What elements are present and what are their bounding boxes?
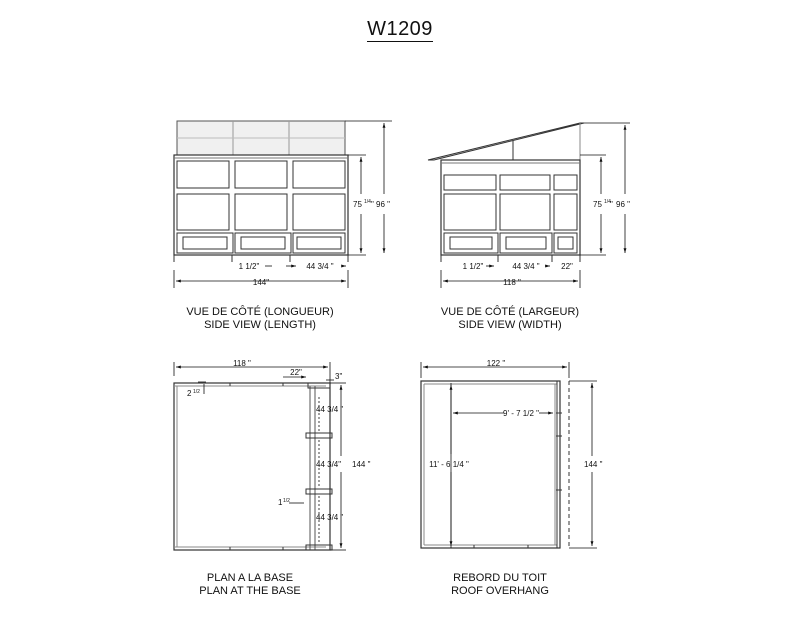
dim-total-height: 96 " <box>616 200 630 209</box>
dim-post: 1 1/2" <box>462 262 484 271</box>
caption-roof-overhang <box>420 572 580 598</box>
dim-total-height: 96 " <box>376 200 390 209</box>
dim-panel-2: 44 3/4" <box>316 460 342 469</box>
dim-inner-width: 9' - 7 1/2 " <box>503 409 539 418</box>
dim-wall-height: 75 <box>353 200 362 209</box>
dim-length: 144" <box>252 278 270 287</box>
dim-width: 118 " <box>233 359 251 368</box>
side-view-width <box>428 123 584 262</box>
dim-wall-unit: " <box>610 200 613 209</box>
dim-panel-1: 44 3/4 " <box>316 405 344 414</box>
side-view-length-labels <box>239 199 390 287</box>
dim-width: 122 " <box>486 359 506 368</box>
caption-en: ROOF OVERHANG <box>451 585 549 597</box>
dim-post-frac: 1/2 <box>283 498 290 504</box>
caption-en: PLAN AT THE BASE <box>199 585 301 597</box>
model-title: W1209 <box>367 18 433 40</box>
caption-base-plan <box>170 572 330 598</box>
dim-wall-frac: 1/4 <box>604 199 611 205</box>
dim-width: 118 " <box>503 278 521 287</box>
caption-fr: VUE DE CÔTÉ (LONGUEUR) <box>186 306 334 318</box>
dim-wall-unit: " <box>371 200 374 209</box>
dim-inner-length: 11' - 6 1/4 " <box>429 460 469 469</box>
dim-offset-frac: 1/2 <box>193 389 200 395</box>
dim-panel: 44 3/4 " <box>306 262 334 271</box>
dim-offset: 2 <box>187 389 192 398</box>
roof-overhang-dimensions <box>421 362 597 548</box>
dim-wall-height: 75 <box>593 200 602 209</box>
dim-wall-frac: 1/4 <box>364 199 371 205</box>
caption-side-length <box>170 306 350 332</box>
caption-side-width <box>420 306 600 332</box>
dim-door: 22" <box>561 262 573 271</box>
base-plan <box>174 383 332 550</box>
dim-post: 1 1/2" <box>238 262 260 271</box>
dim-small: 3" <box>335 372 343 381</box>
caption-en: SIDE VIEW (WIDTH) <box>458 319 562 331</box>
dim-panel: 44 3/4 " <box>512 262 540 271</box>
dim-post: 1 <box>278 498 283 507</box>
caption-fr: PLAN A LA BASE <box>206 572 294 584</box>
dim-length: 144 " <box>584 460 603 469</box>
side-view-length <box>174 121 348 262</box>
dim-length: 144 " <box>352 460 371 469</box>
caption-en: SIDE VIEW (LENGTH) <box>204 319 316 331</box>
dim-panel-3: 44 3/4 " <box>316 513 344 522</box>
roof-overhang-labels <box>429 359 602 469</box>
caption-fr: REBORD DU TOIT <box>453 572 547 584</box>
caption-fr: VUE DE CÔTÉ (LARGEUR) <box>440 306 580 318</box>
dim-door: 22" <box>290 368 302 377</box>
